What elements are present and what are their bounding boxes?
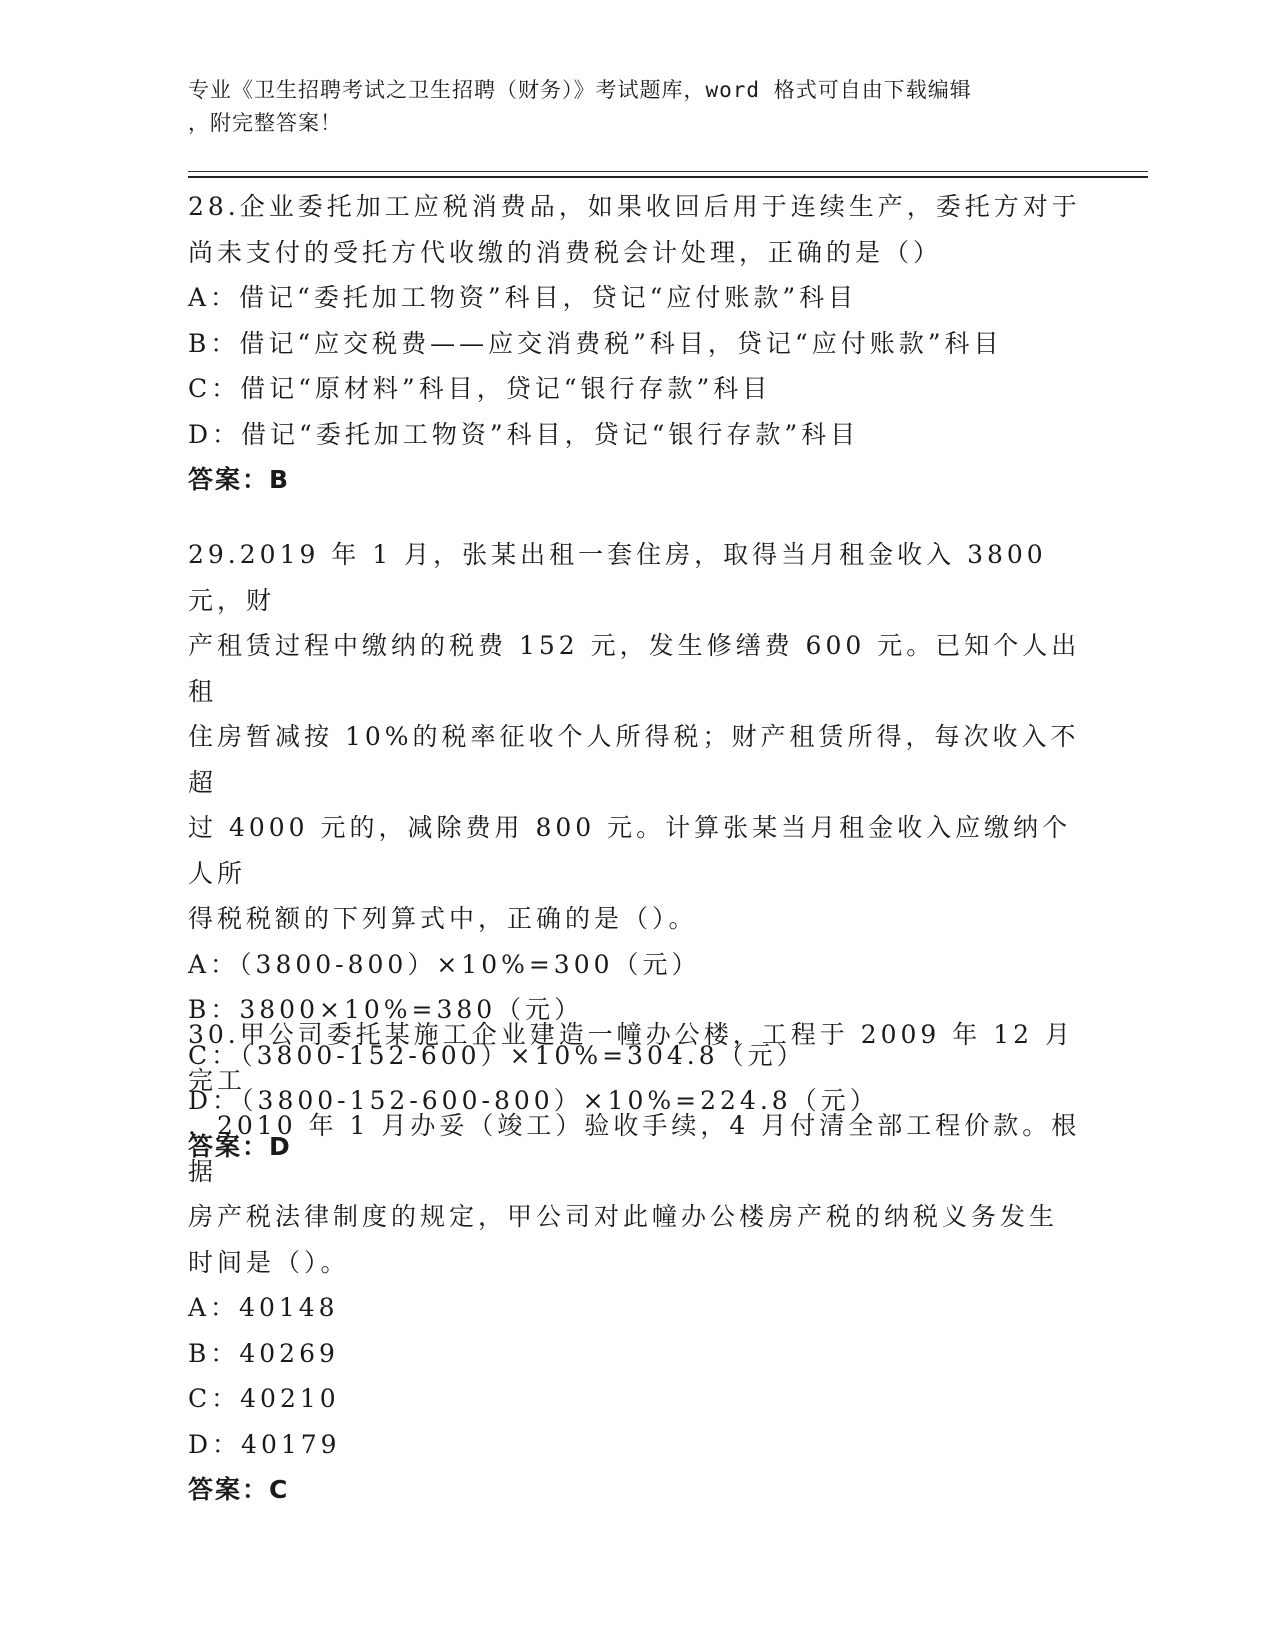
option-b: B：3800×10%=380（元） xyxy=(188,995,584,1024)
option-c: C：（3800-152-600）×10%=304.8（元） xyxy=(188,1040,806,1070)
header-divider-thin xyxy=(188,171,1148,172)
answer-label: 答案：B xyxy=(188,465,291,494)
option-c: C：借记“原材料”科目，贷记“银行存款”科目 xyxy=(188,374,772,403)
question-text-line: 产租赁过程中缴纳的税费 152 元，发生修缮费 600 元。已知个人出租 xyxy=(188,631,1081,706)
document-header xyxy=(188,74,1068,140)
question-text-line: 30.甲公司委托某施工企业建造一幢办公楼，工程于 2009 年 12 月完工 xyxy=(188,1020,1074,1095)
header-line-2: ，附完整答案！ xyxy=(188,111,342,135)
question-text-line: 房产税法律制度的规定，甲公司对此幢办公楼房产税的纳税义务发生 xyxy=(188,1202,1059,1231)
question-30 xyxy=(188,1012,1088,1513)
question-text-line: 尚未支付的受托方代收缴的消费税会计处理，正确的是（） xyxy=(188,237,943,267)
option-c: C：40210 xyxy=(188,1384,340,1413)
header-line-1: 专业《卫生招聘考试之卫生招聘（财务）》考试题库，word 格式可自由下载编辑 xyxy=(188,78,972,102)
answer-label: 答案：D xyxy=(188,1131,292,1161)
option-b: B：40269 xyxy=(188,1338,339,1368)
question-text-line: 住房暂减按 10%的税率征收个人所得税；财产租赁所得，每次收入不超 xyxy=(188,722,1080,797)
question-text-line: 28.企业委托加工应税消费品，如果收回后用于连续生产，委托方对于 xyxy=(188,192,1081,221)
question-text-line: 过 4000 元的，减除费用 800 元。计算张某当月租金收入应缴纳个人所 xyxy=(188,813,1072,888)
option-d: D：40179 xyxy=(188,1429,341,1459)
question-28 xyxy=(188,184,1088,503)
question-text-line: 得税税额的下列算式中，正确的是（）。 xyxy=(188,904,698,933)
question-text-line: 29.2019 年 1 月，张某出租一套住房，取得当月租金收入 3800 元，财 xyxy=(188,540,1047,615)
question-text-line: ，2010 年 1 月办妥（竣工）验收手续，4 月付清全部工程价款。根据 xyxy=(188,1111,1081,1186)
option-a: A：40148 xyxy=(188,1293,339,1322)
option-d: D：（3800-152-600-800）×10%=224.8（元） xyxy=(188,1086,879,1115)
option-a: A：借记“委托加工物资”科目，贷记“应付账款”科目 xyxy=(188,283,858,312)
question-text-line: 时间是（）。 xyxy=(188,1247,350,1277)
option-b: B：借记“应交税费——应交消费税”科目，贷记“应付账款”科目 xyxy=(188,328,1003,358)
header-divider-thick xyxy=(188,176,1148,178)
option-d: D：借记“委托加工物资”科目，贷记“银行存款”科目 xyxy=(188,419,860,449)
answer-label: 答案：C xyxy=(188,1475,290,1504)
option-a: A：（3800-800）×10%=300（元） xyxy=(188,949,701,979)
